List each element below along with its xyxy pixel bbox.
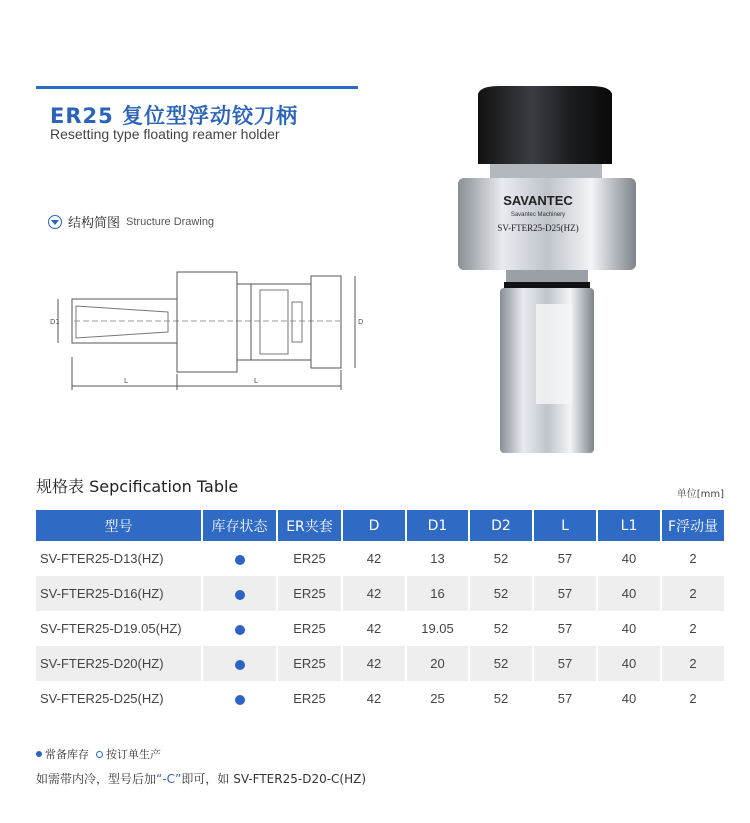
table-header-row	[36, 510, 724, 541]
header-model: 型号	[36, 510, 202, 541]
header-stock: 库存状态	[202, 510, 277, 541]
cell-d1: 25	[406, 681, 469, 716]
cell-l: 57	[533, 576, 597, 611]
cell-stock	[202, 646, 277, 681]
table-row	[36, 681, 724, 716]
table-row	[36, 541, 724, 576]
cell-d1: 16	[406, 576, 469, 611]
header-rule	[36, 86, 358, 89]
dim-d-label: D	[358, 318, 364, 326]
cell-l1: 40	[597, 611, 661, 646]
spec-table-title: 规格表 Sepcification Table	[36, 477, 239, 496]
table-row	[36, 646, 724, 681]
cell-d1: 19.05	[406, 611, 469, 646]
down-circle-icon	[48, 215, 62, 229]
cell-model: SV-FTER25-D13(HZ)	[36, 541, 202, 576]
in-stock-legend-icon	[36, 751, 42, 757]
cell-stock	[202, 681, 277, 716]
product-sub: Savantec Machinery	[510, 212, 566, 218]
cell-d2: 52	[469, 611, 533, 646]
cell-d2: 52	[469, 541, 533, 576]
cell-l1: 40	[597, 576, 661, 611]
header-d2: D2	[469, 510, 533, 541]
note-suffix: “-C”	[156, 772, 182, 786]
header-l1: L1	[597, 510, 661, 541]
in-stock-dot-icon	[235, 625, 245, 635]
cell-l: 57	[533, 646, 597, 681]
cell-d1: 13	[406, 541, 469, 576]
in-stock-dot-icon	[235, 555, 245, 565]
cell-collet: ER25	[277, 576, 342, 611]
cell-d: 42	[342, 611, 406, 646]
cell-stock	[202, 611, 277, 646]
legend-order-label: 按订单生产	[106, 748, 161, 761]
dim-l1-label: L	[254, 377, 258, 385]
header-l: L	[533, 510, 597, 541]
cell-collet: ER25	[277, 611, 342, 646]
cell-l1: 40	[597, 541, 661, 576]
dim-d1-label: D1	[50, 318, 60, 326]
note-pre: 如需带内冷，型号后加	[36, 772, 157, 786]
cell-d: 42	[342, 541, 406, 576]
cell-l: 57	[533, 681, 597, 716]
cell-float: 2	[661, 681, 724, 716]
dim-l-label: L	[124, 377, 128, 385]
cell-collet: ER25	[277, 646, 342, 681]
cell-float: 2	[661, 646, 724, 681]
unit-label: 单位[mm]	[676, 489, 724, 500]
header-collet: ER夹套	[277, 510, 342, 541]
cell-d2: 52	[469, 646, 533, 681]
cell-stock	[202, 576, 277, 611]
cell-l1: 40	[597, 681, 661, 716]
cell-d: 42	[342, 646, 406, 681]
cell-d2: 52	[469, 576, 533, 611]
page-subtitle: Resetting type floating reamer holder	[50, 126, 280, 142]
cell-float: 2	[661, 576, 724, 611]
table-row	[36, 576, 724, 611]
cell-d1: 20	[406, 646, 469, 681]
cell-d: 42	[342, 576, 406, 611]
spec-table	[36, 510, 724, 716]
header-d1: D1	[406, 510, 469, 541]
header-d: D	[342, 510, 406, 541]
cell-model: SV-FTER25-D25(HZ)	[36, 681, 202, 716]
product-brand: SAVANTEC	[503, 193, 573, 208]
cell-model: SV-FTER25-D16(HZ)	[36, 576, 202, 611]
cell-float: 2	[661, 611, 724, 646]
in-stock-dot-icon	[235, 590, 245, 600]
stock-legend	[36, 746, 161, 762]
cell-float: 2	[661, 541, 724, 576]
cell-model: SV-FTER25-D19.05(HZ)	[36, 611, 202, 646]
cell-l: 57	[533, 541, 597, 576]
cell-l: 57	[533, 611, 597, 646]
section-title-en: Structure Drawing	[126, 215, 215, 228]
page-title: ER25 复位型浮动铰刀柄	[50, 104, 299, 128]
table-row	[36, 611, 724, 646]
cell-l1: 40	[597, 646, 661, 681]
coolant-note	[36, 770, 366, 787]
cell-model: SV-FTER25-D20(HZ)	[36, 646, 202, 681]
cell-collet: ER25	[277, 541, 342, 576]
in-stock-dot-icon	[235, 695, 245, 705]
section-title-cn: 结构简图	[68, 216, 121, 231]
legend-stock-label: 常备库存	[45, 748, 89, 761]
note-post: 即可，如 SV-FTER25-D20-C(HZ)	[181, 772, 367, 786]
cell-d: 42	[342, 681, 406, 716]
structure-drawing	[40, 262, 370, 400]
cell-stock	[202, 541, 277, 576]
product-image	[440, 80, 655, 460]
section-heading	[48, 212, 214, 231]
made-to-order-legend-icon	[96, 751, 103, 758]
in-stock-dot-icon	[235, 660, 245, 670]
cell-collet: ER25	[277, 681, 342, 716]
cell-d2: 52	[469, 681, 533, 716]
header-float: F浮动量	[661, 510, 724, 541]
product-model-engraving: SV-FTER25-D25(HZ)	[497, 223, 579, 233]
